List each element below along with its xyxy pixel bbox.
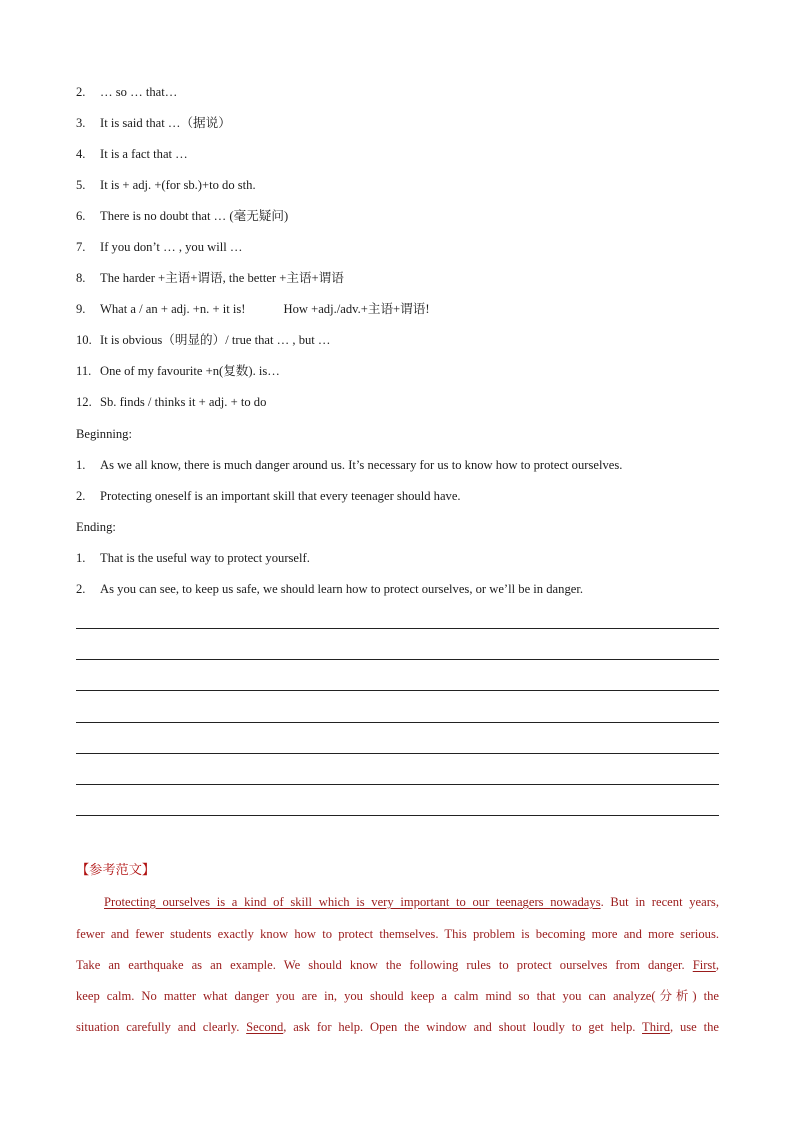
essay-text: , ask for help. Open the window and shout loudly to get help. bbox=[283, 1020, 643, 1034]
item-number: 2. bbox=[76, 582, 86, 596]
ending-item bbox=[76, 581, 583, 597]
writing-line[interactable] bbox=[76, 784, 719, 785]
item-number: 3. bbox=[76, 116, 86, 130]
sentence-item bbox=[76, 177, 256, 193]
sentence-item bbox=[76, 332, 331, 348]
sentence-item bbox=[76, 239, 243, 255]
underlined-word: First bbox=[692, 958, 716, 972]
item-text: If you don’t … , you will … bbox=[100, 240, 243, 254]
beginning-heading: Beginning: bbox=[76, 427, 132, 441]
item-text: One of my favourite +n(复数). is… bbox=[100, 364, 280, 378]
item-number: 4. bbox=[76, 147, 86, 161]
underlined-word: Third bbox=[642, 1020, 671, 1034]
ending-heading: Ending: bbox=[76, 520, 116, 534]
sentence-item bbox=[76, 301, 430, 317]
sentence-item bbox=[76, 363, 280, 379]
essay-text: . But in recent years, bbox=[600, 895, 719, 909]
underlined-word: Second bbox=[246, 1020, 284, 1034]
beginning-item bbox=[76, 457, 622, 473]
essay-text: Take an earthquake as an example. We should know the following rules to protect ourselves from danger. bbox=[76, 958, 693, 972]
writing-line[interactable] bbox=[76, 815, 719, 816]
item-text: What a / an + adj. +n. + it is! bbox=[100, 302, 246, 316]
item-text: As we all know, there is much danger around us. It’s necessary for us to know how to protect ourselves. bbox=[100, 458, 623, 472]
essay-text: , bbox=[715, 958, 719, 972]
ending-item bbox=[76, 550, 310, 566]
item-number: 1. bbox=[76, 551, 86, 565]
sentence-item bbox=[76, 394, 266, 410]
item-text: … so … that… bbox=[100, 85, 178, 99]
essay-line: fewer and fewer students exactly know how to protect themselves. This problem is becoming more and more serious. bbox=[76, 927, 719, 941]
reference-title: 【参考范文】 bbox=[76, 863, 156, 878]
sentence-item bbox=[76, 146, 188, 162]
item-number: 8. bbox=[76, 271, 86, 285]
item-text: The harder +主语+谓语, the better +主语+谓语 bbox=[100, 271, 344, 285]
writing-line[interactable] bbox=[76, 628, 719, 629]
item-text: It is + adj. +(for sb.)+to do sth. bbox=[100, 178, 256, 192]
writing-line[interactable] bbox=[76, 690, 719, 691]
item-text: Sb. finds / thinks it + adj. + to do bbox=[100, 395, 267, 409]
item-number: 5. bbox=[76, 178, 86, 192]
item-number: 1. bbox=[76, 458, 86, 472]
item-text: It is obvious（明显的）/ true that … , but … bbox=[100, 333, 331, 347]
essay-line bbox=[76, 957, 719, 973]
underlined-phrase: Protecting ourselves is a kind of skill which is very important to our teenagers nowadays bbox=[104, 895, 601, 909]
essay-text: , use the bbox=[670, 1020, 719, 1034]
item-text: There is no doubt that … (毫无疑问) bbox=[100, 209, 289, 223]
item-number: 2. bbox=[76, 489, 86, 503]
item-number: 11. bbox=[76, 364, 92, 378]
item-text: Protecting oneself is an important skill that every teenager should have. bbox=[100, 489, 461, 503]
item-number: 9. bbox=[76, 302, 86, 316]
item-number: 7. bbox=[76, 240, 86, 254]
essay-line bbox=[76, 894, 719, 910]
essay-line bbox=[76, 1019, 719, 1035]
writing-line[interactable] bbox=[76, 722, 719, 723]
item-text: It is said that …（据说） bbox=[100, 116, 231, 130]
item-text: That is the useful way to protect yourself. bbox=[100, 551, 310, 565]
item-text: It is a fact that … bbox=[100, 147, 188, 161]
essay-text: situation carefully and clearly. bbox=[76, 1020, 247, 1034]
beginning-item bbox=[76, 488, 461, 504]
sentence-item bbox=[76, 115, 231, 131]
writing-line[interactable] bbox=[76, 659, 719, 660]
essay-line: keep calm. No matter what danger you are in, you should keep a calm mind so that you can analyze(分析) the bbox=[76, 989, 719, 1003]
sentence-item bbox=[76, 270, 344, 286]
item-text: As you can see, to keep us safe, we should learn how to protect ourselves, or we’ll be in danger. bbox=[100, 582, 583, 596]
item-number: 2. bbox=[76, 85, 86, 99]
item-number: 6. bbox=[76, 209, 86, 223]
sentence-item bbox=[76, 208, 288, 224]
item-text-alt: How +adj./adv.+主语+谓语! bbox=[283, 302, 430, 316]
item-number: 12. bbox=[76, 395, 92, 409]
sentence-item bbox=[76, 84, 177, 100]
writing-line[interactable] bbox=[76, 753, 719, 754]
item-number: 10. bbox=[76, 333, 92, 347]
